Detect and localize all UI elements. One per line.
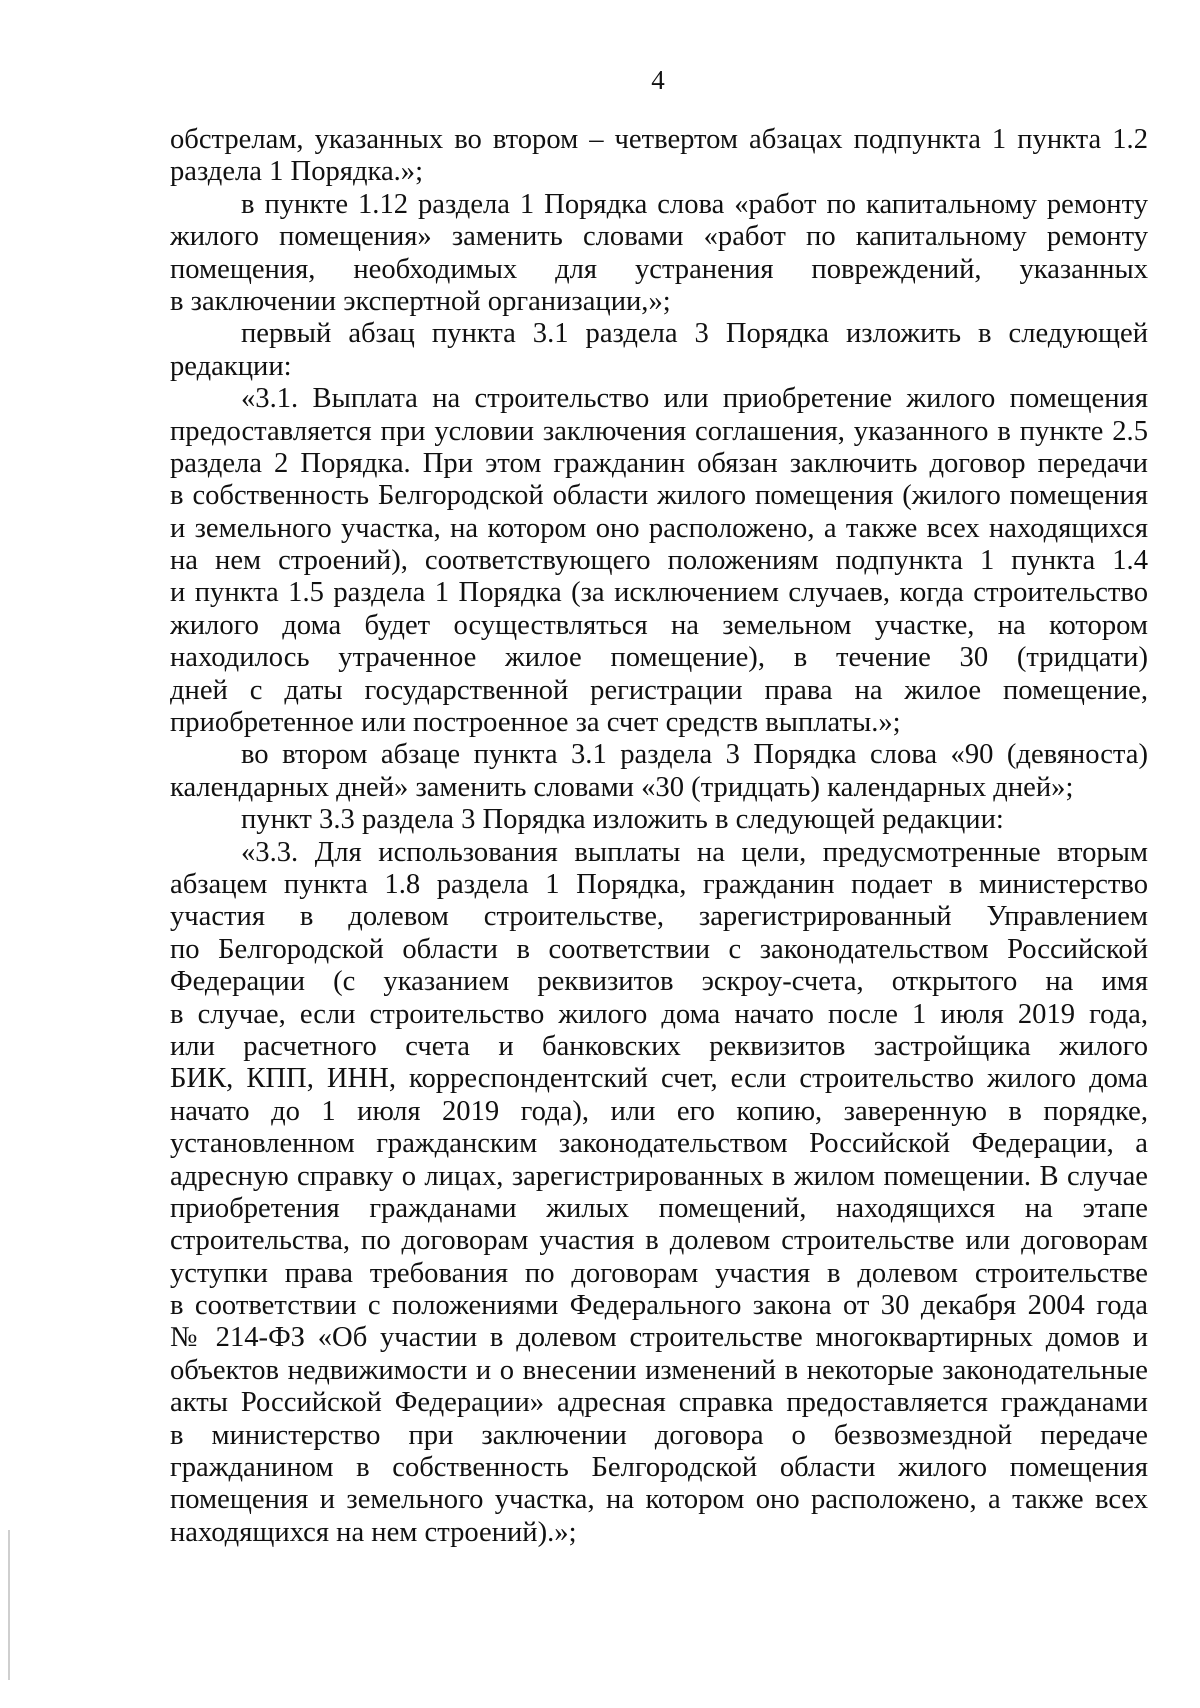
text-line: в случае, если строительство жилого дома начато после 1 июля 2019 года, (170, 998, 1148, 1030)
text-line: приобретения гражданами жилых помещений, находящихся на этапе (170, 1192, 1148, 1224)
text-line: начато до 1 июля 2019 года), или его копию, заверенную в порядке, (170, 1095, 1148, 1127)
text-line: находящихся на нем строений).»; (170, 1516, 577, 1548)
text-line: в пункте 1.12 раздела 1 Порядка слова «работ по капитальному ремонту (241, 188, 1148, 220)
text-line: Федерации (с указанием реквизитов эскроу-счета, открытого на имя (170, 966, 1148, 998)
text-line: помещения и земельного участка, на котором оно расположено, а также всех (170, 1484, 1148, 1516)
text-line: в министерство при заключении договора о безвозмездной передаче (170, 1419, 1148, 1451)
text-line: пункт 3.3 раздела 3 Порядка изложить в следующей редакции: (241, 804, 1004, 836)
text-line: объектов недвижимости и о внесении изменений в некоторые законодательные (170, 1354, 1148, 1386)
text-line: адресную справку о лицах, зарегистрированных в жилом помещении. В случае (170, 1160, 1148, 1192)
text-line: акты Российской Федерации» адресная справка предоставляется гражданами (170, 1387, 1148, 1419)
text-line: или расчетного счета и банковских реквизитов застройщика жилого (170, 1030, 1148, 1062)
text-line: календарных дней» заменить словами «30 (тридцать) календарных дней»; (170, 771, 1074, 803)
text-line: в соответствии с положениями Федерального закона от 30 декабря 2004 года (170, 1290, 1148, 1322)
text-line: жилого дома будет осуществляться на земельном участке, на котором (170, 609, 1148, 641)
text-line: первый абзац пункта 3.1 раздела 3 Порядка изложить в следующей (241, 318, 1148, 350)
text-line: предоставляется при условии заключения соглашения, указанного в пункте 2.5 (170, 415, 1148, 447)
text-line: «3.1. Выплата на строительство или приобретение жилого помещения (241, 383, 1148, 415)
text-line: уступки права требования по договорам участия в долевом строительстве (170, 1257, 1148, 1289)
text-line: в заключении экспертной организации,»; (170, 285, 671, 317)
text-line: в собственность Белгородской области жилого помещения (жилого помещения (170, 480, 1148, 512)
text-line: абзацем пункта 1.8 раздела 1 Порядка, гражданин подает в министерство (170, 868, 1148, 900)
text-line: строительства, по договорам участия в долевом строительстве или договорам (170, 1225, 1148, 1257)
text-line: приобретенное или построенное за счет средств выплаты.»; (170, 707, 901, 739)
text-line: № 214-ФЗ «Об участии в долевом строительстве многоквартирных домов и (170, 1322, 1148, 1354)
text-line: раздела 1 Порядка.»; (170, 156, 424, 188)
text-line: участия в долевом строительстве, зарегистрированный Управлением (170, 901, 1148, 933)
text-line: «3.3. Для использования выплаты на цели, предусмотренные вторым (241, 836, 1148, 868)
text-line: находилось утраченное жилое помещение), в течение 30 (тридцати) (170, 642, 1148, 674)
text-line: во втором абзаце пункта 3.1 раздела 3 Порядка слова «90 (девяноста) (241, 739, 1148, 771)
text-line: раздела 2 Порядка. При этом гражданин обязан заключить договор передачи (170, 447, 1148, 479)
text-line: обстрелам, указанных во втором – четвертом абзацах подпункта 1 пункта 1.2 (170, 124, 1148, 155)
text-line: жилого помещения» заменить словами «работ по капитальному ремонту (170, 221, 1148, 253)
text-line: редакции: (170, 350, 292, 382)
page-number: 4 (651, 65, 665, 95)
text-line: установленном гражданским законодательством Российской Федерации, а (170, 1128, 1148, 1160)
text-line: по Белгородской области в соответствии с законодательством Российской (170, 933, 1148, 965)
text-line: и пункта 1.5 раздела 1 Порядка (за исключением случаев, когда строительство (170, 577, 1148, 609)
document-body (170, 124, 1148, 1549)
text-line: БИК, КПП, ИНН, корреспондентский счет, если строительство жилого дома (170, 1063, 1148, 1095)
text-line: помещения, необходимых для устранения повреждений, указанных (170, 253, 1148, 285)
text-line: на нем строений), соответствующего положениям подпункта 1 пункта 1.4 (170, 545, 1148, 577)
scan-edge-mark (8, 1530, 10, 1680)
text-line: гражданином в собственность Белгородской области жилого помещения (170, 1452, 1148, 1484)
text-line: и земельного участка, на котором оно расположено, а также всех находящихся (170, 512, 1148, 544)
text-line: дней с даты государственной регистрации права на жилое помещение, (170, 674, 1148, 706)
